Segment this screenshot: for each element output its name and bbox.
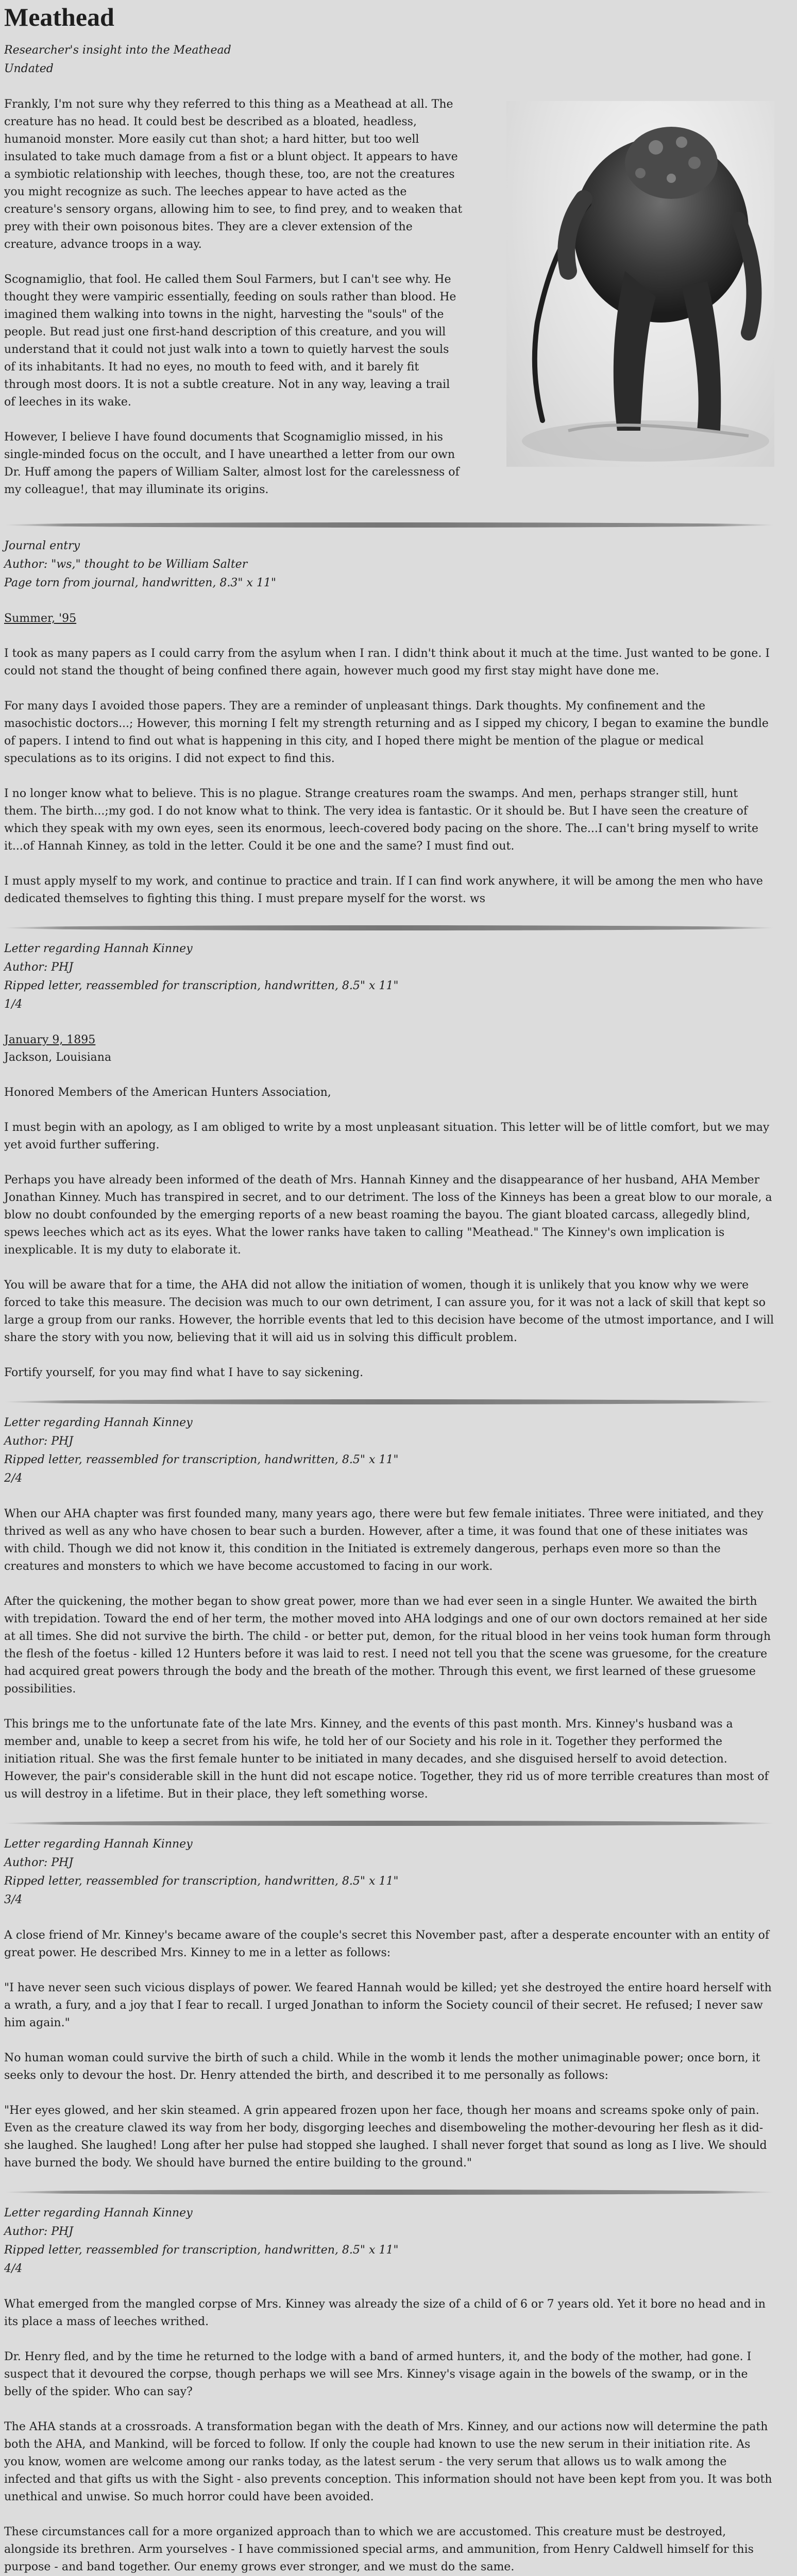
letter-3-meta [4, 1835, 774, 1909]
letter-paragraph: After the quickening, the mother began to show great power, more than we had ever seen in a single Hunter. We awaited the birth with trepidation. Toward the end of her term, the mother moved into AHA lodgings and one of our own doctors remained at her side at all times. She did not survive the birth. The child - or better put, demon, for the ritual blood in her veins took human form through the flesh of the foetus - killed 12 Hunters before it was laid to rest. I need not tell you that the scene was gruesome, for the creature had acquired great powers through the body and the breath of the mother. Through this event, we first learned of these gruesome possibilities. [4, 1595, 771, 1696]
letter-meta-line: Author: PHJ [4, 1856, 74, 1869]
intro-meta [4, 41, 463, 78]
letter-1-section [4, 940, 774, 1382]
journal-date: Summer, '95 [4, 612, 77, 625]
letter-paragraph: "Her eyes glowed, and her skin steamed. A grin appeared frozen upon her face, though her moans and screams spoke only of pain. Even as the creature clawed its way from her body, disgorging leeches and disemboweling the mother-devouring her flesh as it did-she laughed. She laughed! Long after her pulse had stopped she laughed. I shall never forget that sound as long as I live. We should have burned the body. We should have burned the entire building to the ground." [4, 2104, 767, 2170]
letter-paragraph: No human woman could survive the birth of such a child. While in the womb it lends the mother unimaginable power; once born, it seeks only to devour the host. Dr. Henry attended the birth, and described it to me personally as follows: [4, 2052, 760, 2082]
letter-paragraph: A close friend of Mr. Kinney's became aware of the couple's secret this November past, after a desperate encounter with an entity of great power. He described Mrs. Kinney to me in a letter as follows: [4, 1929, 770, 1959]
letter-meta-line: Ripped letter, reassembled for transcription, handwritten, 8.5" x 11" [4, 1875, 399, 1888]
letter-4-section [4, 2204, 774, 2576]
letter-meta-line: 3/4 [4, 1893, 23, 1906]
letter-meta-line: Ripped letter, reassembled for transcription, handwritten, 8.5" x 11" [4, 1453, 399, 1466]
letter-place: Jackson, Louisiana [4, 1051, 112, 1064]
letter-meta-line: Author: PHJ [4, 961, 74, 974]
letter-meta-line: Ripped letter, reassembled for transcription, handwritten, 8.5" x 11" [4, 979, 399, 992]
meathead-illustration [506, 101, 774, 467]
journal-paragraph: I must apply myself to my work, and continue to practice and train. If I can find work anywhere, it will be among the men who have dedicated themselves to fighting this thing. I must prepare myself for the worst. ws [4, 875, 763, 905]
section-divider [4, 1399, 774, 1404]
letter-2-meta [4, 1414, 774, 1488]
letter-paragraph: What emerged from the mangled corpse of Mrs. Kinney was already the size of a child of 6 or 7 years old. Yet it bore no head and in its place a mass of leeches writhed. [4, 2298, 766, 2328]
letter-meta-line: Letter regarding Hannah Kinney [4, 1416, 193, 1429]
letter-meta-line: Ripped letter, reassembled for transcription, handwritten, 8.5" x 11" [4, 2244, 399, 2257]
journal-section [4, 537, 774, 908]
page-title: Meathead [4, 3, 114, 31]
journal-meta [4, 537, 774, 592]
letter-paragraph: These circumstances call for a more organized approach than to which we are accustomed. This creature must be destroyed, alongside its brethren. Arm yourselves - I have commissioned special arms, and ammunition, from Henry Caldwell himself for this purpose - and band together. Our enemy grows ever stronger, and we must do the same. [4, 2526, 754, 2573]
section-divider [4, 2190, 774, 2195]
intro-paragraph: Frankly, I'm not sure why they referred to this thing as a Meathead at all. The creature has no head. It could best be described as a bloated, headless, humanoid monster. More easily cut than shot; a hard hitter, but too well insulated to take much damage from a fist or a blunt object. It appears to have a symbiotic relationship with leeches, though these, too, are not the creatures you might recognize as such. The leeches appear to have acted as the creature's sensory organs, allowing him to see, to find prey, and to weaken that prey with their own poisonous bites. They are a clever extension of the creature, advance troops in a way. [4, 98, 463, 251]
letter-meta-line: 2/4 [4, 1472, 23, 1485]
letter-meta-line: Letter regarding Hannah Kinney [4, 1838, 193, 1851]
letter-2-section [4, 1414, 774, 1803]
letter-paragraph: The AHA stands at a crossroads. A transformation began with the death of Mrs. Kinney, and our actions now will determine the path both the AHA, and Mankind, will be forced to follow. If only the couple had known to use the new serum in their initiation rite. As you know, women are welcome among our ranks today, as the latest serum - the very serum that allows us to walk among the infected and that gifts us with the Sight - also prevents conception. This information should not have been kept from you. It was both unethical and unwise. So much horror could have been avoided. [4, 2420, 772, 2503]
journal-meta-line: Page torn from journal, handwritten, 8.3" x 11" [4, 577, 276, 589]
section-divider [4, 1821, 774, 1826]
journal-meta-line: Journal entry [4, 539, 80, 552]
meathead-creature-image [506, 101, 774, 467]
intro-meta-line: Researcher's insight into the Meathead [4, 44, 231, 57]
letter-date: January 9, 1895 [4, 1033, 96, 1046]
intro-meta-line: Undated [4, 62, 54, 75]
letter-meta-line: 4/4 [4, 2262, 23, 2275]
intro-section [4, 41, 774, 516]
journal-paragraph: I no longer know what to believe. This is no plague. Strange creatures roam the swamps. And men, perhaps stranger still, hunt them. The birth...;my god. I do not know what to think. The very idea is fantastic. Or it should be. But I have seen the creature of which they speak with my own eyes, seen its enormous, leech-covered body pacing on the shore. The...I can't bring myself to write it...of Hannah Kinney, as told in the letter. Could it be one and the same? I must find out. [4, 787, 758, 853]
letter-1-meta [4, 940, 774, 1014]
journal-paragraph: For many days I avoided those papers. They are a reminder of unpleasant things. Dark thoughts. My confinement and the masochistic doctors...; However, this morning I felt my strength returning and as I sipped my chicory, I began to examine the bundle of papers. I intend to find out what is happening in this city, and I hoped there might be mention of the plague or medical speculations as to its origins. I did not expect to find this. [4, 700, 769, 765]
intro-paragraph: However, I believe I have found documents that Scognamiglio missed, in his single-minded focus on the occult, and I have unearthed a letter from our own Dr. Huff among the papers of William Salter, almost lost for the carelessness of my colleague!, that may illuminate its origins. [4, 431, 460, 496]
letter-meta-line: 1/4 [4, 998, 23, 1011]
letter-paragraph: "I have never seen such vicious displays of power. We feared Hannah would be killed; yet she destroyed the entire hoard herself with a wrath, a fury, and a joy that I fear to recall. I urged Jonathan to inform the Society council of their secret. He refused; I never saw him again." [4, 1981, 772, 2029]
intro-text [4, 41, 463, 499]
letter-paragraph: I must begin with an apology, as I am obliged to write by a most unpleasant situation. This letter will be of little comfort, but we may yet avoid further suffering. [4, 1121, 770, 1151]
letter-paragraph: Dr. Henry fled, and by the time he returned to the lodge with a band of armed hunters, it, and the body of the mother, had gone. I suspect that it devoured the corpse, though perhaps we will see Mrs. Kinney's visage again in the bowels of the swamp, or in the belly of the spider. Who can say? [4, 2350, 752, 2398]
letter-paragraph: When our AHA chapter was first founded many, many years ago, there were but few female initiates. Three were initiated, and they thrived as well as any who have chosen to bear such a burden. However, after a time, it was found that one of these initiates was with child. Though we did not know it, this condition in the Initiated is extremely dangerous, perhaps even more so than the creatures and monsters to which we have become accustomed to facing in our work. [4, 1507, 764, 1573]
letter-meta-line: Author: PHJ [4, 1435, 74, 1448]
intro-paragraph: Scognamiglio, that fool. He called them Soul Farmers, but I can't see why. He thought they were vampiric essentially, feeding on souls rather than blood. He imagined them walking into towns in the night, harvesting the "souls" of the people. But read just one first-hand description of this creature, and you will understand that it could not just walk into a town to quietly harvest the souls of its inhabitants. It had no eyes, no mouth to feed with, and it barely fit through most doors. It is not a subtle creature. Not in any way, leaving a trail of leeches in its wake. [4, 273, 456, 409]
letter-paragraph: This brings me to the unfortunate fate of the late Mrs. Kinney, and the events of this past month. Mrs. Kinney's husband was a member and, unable to keep a secret from his wife, he told her of our Society and his role in it. Together they performed the initiation ritual. She was the first female hunter to be initiated in many decades, and she disguised herself to avoid detection. However, the pair's considerable skill in the hunt did not escape notice. Together, they rid us of more terrible creatures than most of us will destroy in a lifetime. But in their place, they left something worse. [4, 1718, 769, 1801]
section-divider [4, 522, 774, 528]
letter-paragraph: Honored Members of the American Hunters Association, [4, 1086, 331, 1099]
letter-3-section [4, 1835, 774, 2172]
journal-paragraph: I took as many papers as I could carry from the asylum when I ran. I didn't think about it much at the time. Just wanted to be gone. I could not stand the thought of being confined there again, however much good my first stay might have done me. [4, 647, 770, 677]
letter-paragraph: Fortify yourself, for you may find what I have to say sickening. [4, 1366, 364, 1379]
letter-meta-line: Letter regarding Hannah Kinney [4, 942, 193, 955]
letter-meta-line: Letter regarding Hannah Kinney [4, 2207, 193, 2219]
letter-paragraph: You will be aware that for a time, the AHA did not allow the initiation of women, though it is unlikely that you know why we were forced to take this measure. The decision was much to our own detriment, I can assure you, for it was not a lack of skill that kept so large a group from our ranks. However, the horrible events that led to this decision have become of the utmost importance, and I will share the story with you now, believing that it will aid us in solving this difficult problem. [4, 1279, 774, 1344]
letter-paragraph: Perhaps you have already been informed of the death of Mrs. Hannah Kinney and the disappearance of her husband, AHA Member Jonathan Kinney. Much has transpired in secret, and to our detriment. The loss of the Kinneys has been a great blow to our morale, a blow no doubt confounded by the emerging reports of a new beast roaming the bayou. The giant bloated carcass, allegedly blind, spews leeches which act as its eyes. What the lower ranks have taken to calling "Meathead." The Kinney's own implication is inexplicable. It is my duty to elaborate it. [4, 1174, 772, 1257]
section-divider [4, 925, 774, 930]
letter-meta-line: Author: PHJ [4, 2225, 74, 2238]
journal-meta-line: Author: "ws," thought to be William Salter [4, 558, 248, 571]
letter-4-meta [4, 2204, 774, 2278]
